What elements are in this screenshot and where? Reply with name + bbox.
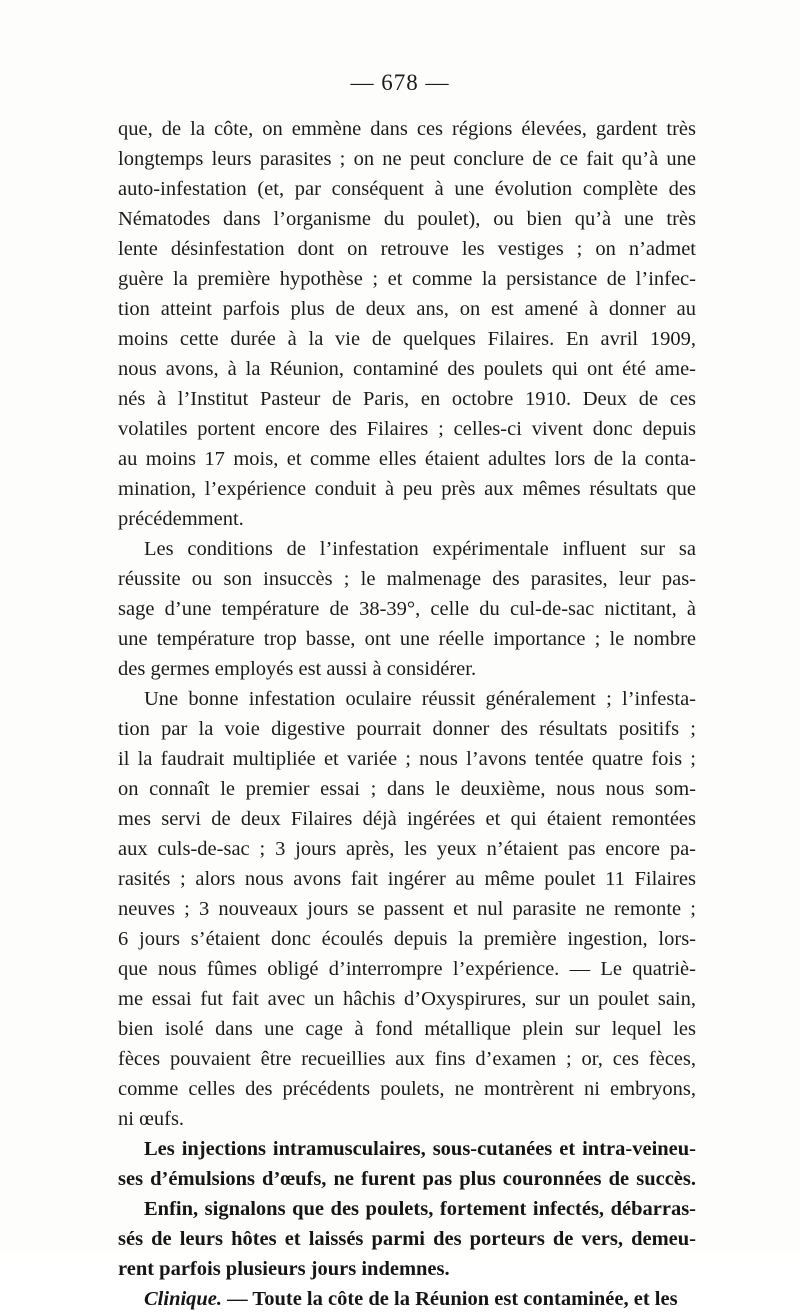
text-line: ses d’émulsions d’œufs, ne furent pas plus couronnées de succès. [118,1168,696,1190]
text-line: mes servi de deux Filaires déjà ingérées et qui étaient remontées [118,808,696,830]
page-number: — 678 — [350,70,450,95]
text-line: me essai fut fait avec un hâchis d’Oxyspirures, sur un poulet sain, [118,988,696,1010]
text-line: aux culs-de-sac ; 3 jours après, les yeux n’étaient pas encore pa- [118,838,696,860]
text-line-clinique [118,1284,696,1314]
text-line: bien isolé dans une cage à fond métallique plein sur lequel les [118,1018,696,1040]
text-line: sage d’une température de 38-39°, celle du cul-de-sac nictitant, à [118,598,696,620]
text-line: nous avons, à la Réunion, contaminé des poulets qui ont été ame- [118,358,696,380]
text-line: guère la première hypothèse ; et comme la persistance de l’infec- [118,268,696,290]
final-line-text: — Toute la côte de la Réunion est contaminée, et les [222,1288,678,1310]
text-line: longtemps leurs parasites ; on ne peut conclure de ce fait qu’à une [118,148,696,170]
text-line: réussite ou son insuccès ; le malmenage des parasites, leur pas- [118,568,696,590]
text-line: sés de leurs hôtes et laissés parmi des porteurs de vers, demeu- [118,1228,696,1250]
text-line: fèces pouvaient être recueillies aux fins d’examen ; or, ces fèces, [118,1048,696,1070]
text-line: lente désinfestation dont on retrouve les vestiges ; on n’admet [118,238,696,260]
text-line: Les injections intramusculaires, sous-cutanées et intra-veineu- [144,1138,696,1160]
section-heading-clinique: Clinique. [144,1288,223,1310]
text-line: 6 jours s’étaient donc écoulés depuis la première ingestion, lors- [118,928,696,950]
text-line: précédemment. [118,508,244,530]
text-line: auto-infestation (et, par conséquent à une évolution complète des [118,178,696,200]
text-line: on connaît le premier essai ; dans le deuxième, nous nous som- [118,778,696,800]
text-line: ni œufs. [118,1108,185,1130]
text-line: que nous fûmes obligé d’interrompre l’expérience. — Le quatriè- [118,958,696,980]
text-line: moins cette durée à la vie de quelques Filaires. En avril 1909, [118,328,696,350]
text-line: rent parfois plusieurs jours indemnes. [118,1258,450,1280]
text-line: tion atteint parfois plus de deux ans, on est amené à donner au [118,298,696,320]
text-line: tion par la voie digestive pourrait donner des résultats positifs ; [118,718,696,740]
text-line: une température trop basse, ont une réelle importance ; le nombre [118,628,696,650]
text-line: Les conditions de l’infestation expérimentale influent sur sa [144,538,696,560]
text-line: au moins 17 mois, et comme elles étaient adultes lors de la conta- [118,448,696,470]
text-line: il la faudrait multipliée et variée ; nous l’avons tentée quatre fois ; [118,748,696,770]
body-text [118,114,696,1314]
text-line: neuves ; 3 nouveaux jours se passent et nul parasite ne remonte ; [118,898,696,920]
text-line: Nématodes dans l’organisme du poulet), ou bien qu’à une très [118,208,696,230]
text-line: volatiles portent encore des Filaires ; celles-ci vivent donc depuis [118,418,696,440]
text-line: nés à l’Institut Pasteur de Paris, en octobre 1910. Deux de ces [118,388,696,410]
text-line: comme celles des précédents poulets, ne montrèrent ni embryons, [118,1078,696,1100]
text-line: mination, l’expérience conduit à peu près aux mêmes résultats que [118,478,696,500]
text-line: Enfin, signalons que des poulets, fortement infectés, débarras- [144,1198,696,1220]
text-line: Une bonne infestation oculaire réussit généralement ; l’infesta- [144,688,696,710]
text-line: des germes employés est aussi à considérer. [118,658,477,680]
text-line: rasités ; alors nous avons fait ingérer au même poulet 11 Filaires [118,868,696,890]
text-line: que, de la côte, on emmène dans ces régions élevées, gardent très [118,118,696,140]
